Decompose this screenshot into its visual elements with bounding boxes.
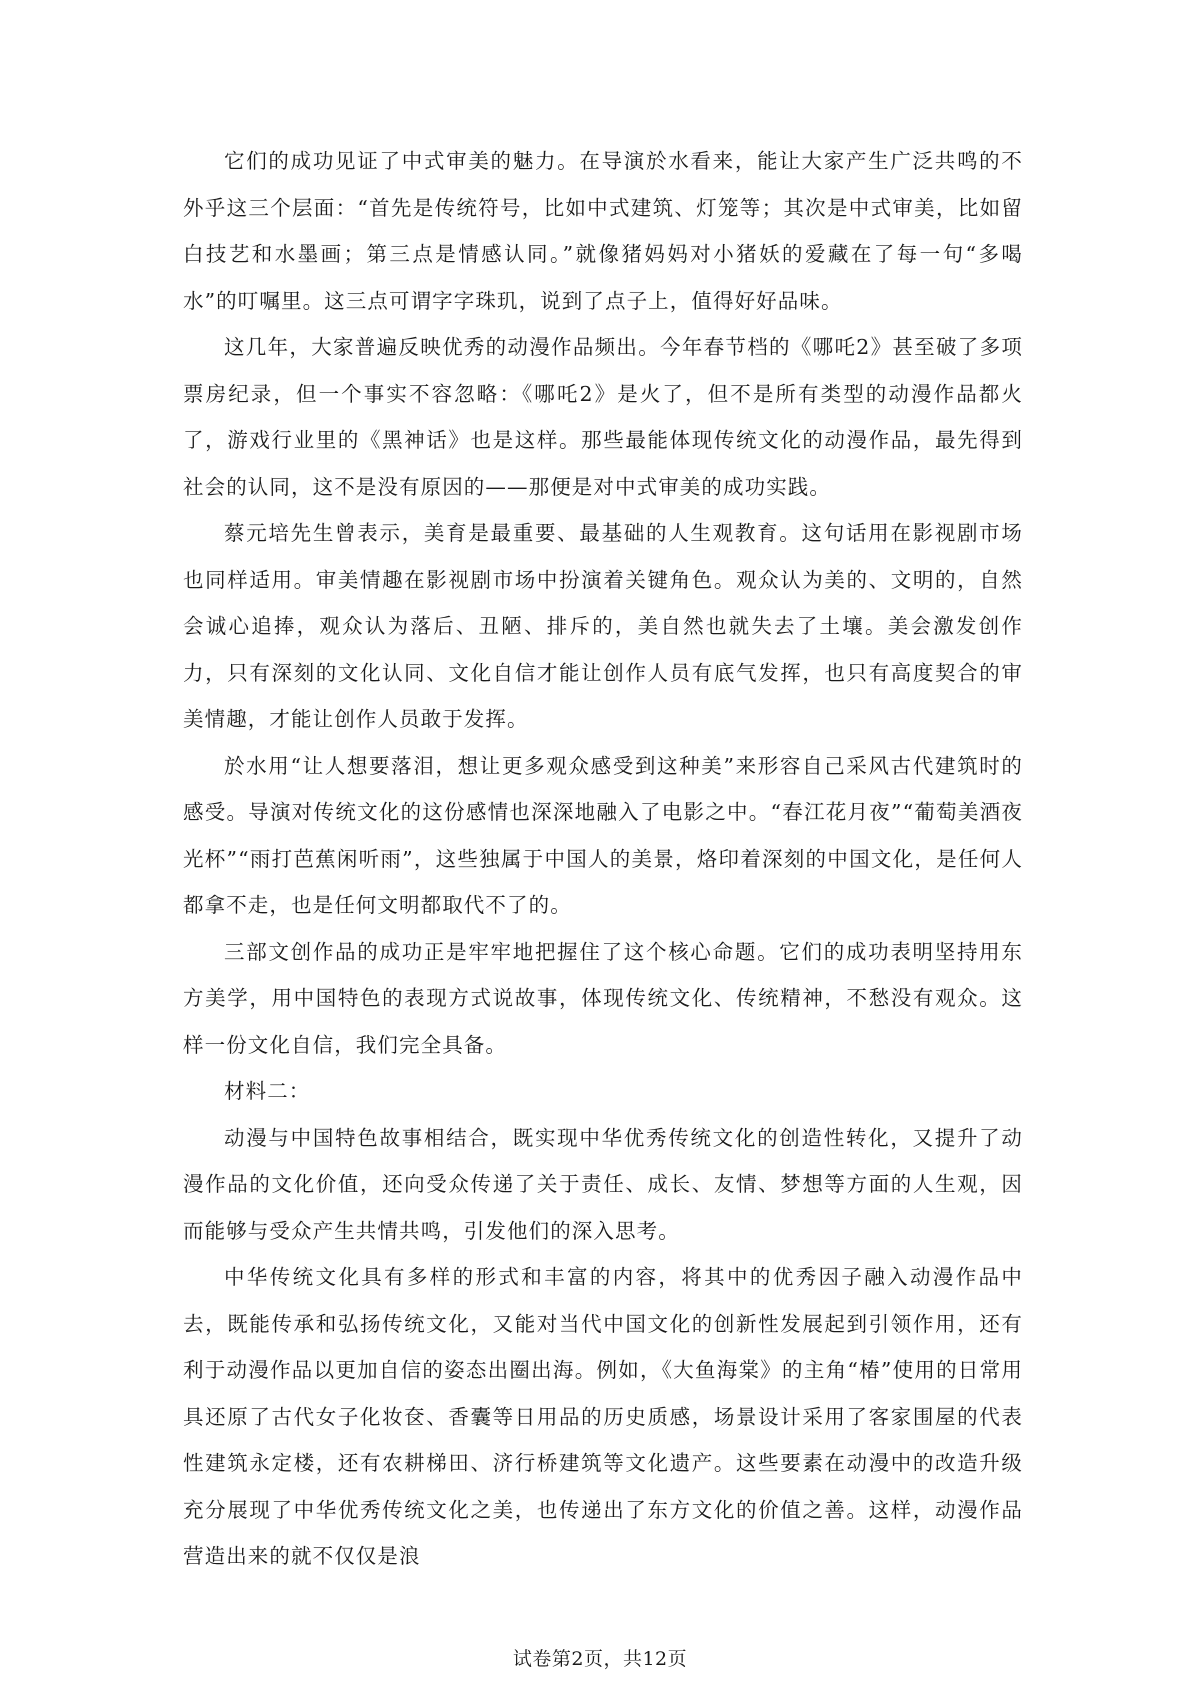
paragraph-1: 它们的成功见证了中式审美的魅力。在导演於水看来，能让大家产生广泛共鸣的不外乎这三个层面：“首先是传统符号，比如中式建筑、灯笼等；其次是中式审美，比如留白技艺和水墨画；第三点是情感认同。”就像猪妈妈对小猪妖的爱藏在了每一句“多喝水”的叮嘱里。这三点可谓字字珠玑，说到了点子上，值得好好品味。	[183, 149, 1023, 313]
paragraph-3: 蔡元培先生曾表示，美育是最重要、最基础的人生观教育。这句话用在影视剧市场也同样适用。审美情趣在影视剧市场中扮演着关键角色。观众认为美的、文明的，自然会诚心追捧，观众认为落后、丑陋、排斥的，美自然也就失去了土壤。美会激发创作力，只有深刻的文化认同、文化自信才能让创作人员有底气发挥，也只有高度契合的审美情趣，才能让创作人员敢于发挥。	[183, 521, 1023, 731]
paragraph-5: 三部文创作品的成功正是牢牢地把握住了这个核心命题。它们的成功表明坚持用东方美学，用中国特色的表现方式说故事，体现传统文化、传统精神，不愁没有观众。这样一份文化自信，我们完全具备。	[183, 939, 1023, 1057]
paragraph-2: 这几年，大家普遍反映优秀的动漫作品频出。今年春节档的《哪吒2》甚至破了多项票房纪录，但一个事实不容忽略：《哪吒2》是火了，但不是所有类型的动漫作品都火了，游戏行业里的《黑神话》也是这样。那些最能体现传统文化的动漫作品，最先得到社会的认同，这不是没有原因的——那便是对中式审美的成功实践。	[183, 335, 1023, 499]
paragraph-4: 於水用“让人想要落泪，想让更多观众感受到这种美”来形容自己采风古代建筑时的感受。导演对传统文化的这份感情也深深地融入了电影之中。“春江花月夜”“葡萄美酒夜光杯”“雨打芭蕉闲听雨”，这些独属于中国人的美景，烙印着深刻的中国文化，是任何人都拿不走，也是任何文明都取代不了的。	[183, 753, 1023, 917]
material-two-heading: 材料二：	[224, 1079, 311, 1103]
paragraph-6: 动漫与中国特色故事相结合，既实现中华优秀传统文化的创造性转化，又提升了动漫作品的文化价值，还向受众传递了关于责任、成长、友情、梦想等方面的人生观，因而能够与受众产生共情共鸣，引发他们的深入思考。	[183, 1125, 1023, 1243]
article-body	[183, 138, 1023, 1580]
page-footer: 试卷第2页，共12页	[512, 1648, 688, 1670]
paragraph-7: 中华传统文化具有多样的形式和丰富的内容，将其中的优秀因子融入动漫作品中去，既能传承和弘扬传统文化，又能对当代中国文化的创新性发展起到引领作用，还有利于动漫作品以更加自信的姿态出圈出海。例如，《大鱼海棠》的主角“椿”使用的日常用具还原了古代女子化妆奁、香囊等日用品的历史质感，场景设计采用了客家围屋的代表性建筑永定楼，还有农耕梯田、济行桥建筑等文化遗产。这些要素在动漫中的改造升级充分展现了中华优秀传统文化之美，也传递出了东方文化的价值之善。这样，动漫作品营造出来的就不仅仅是浪	[183, 1265, 1023, 1568]
